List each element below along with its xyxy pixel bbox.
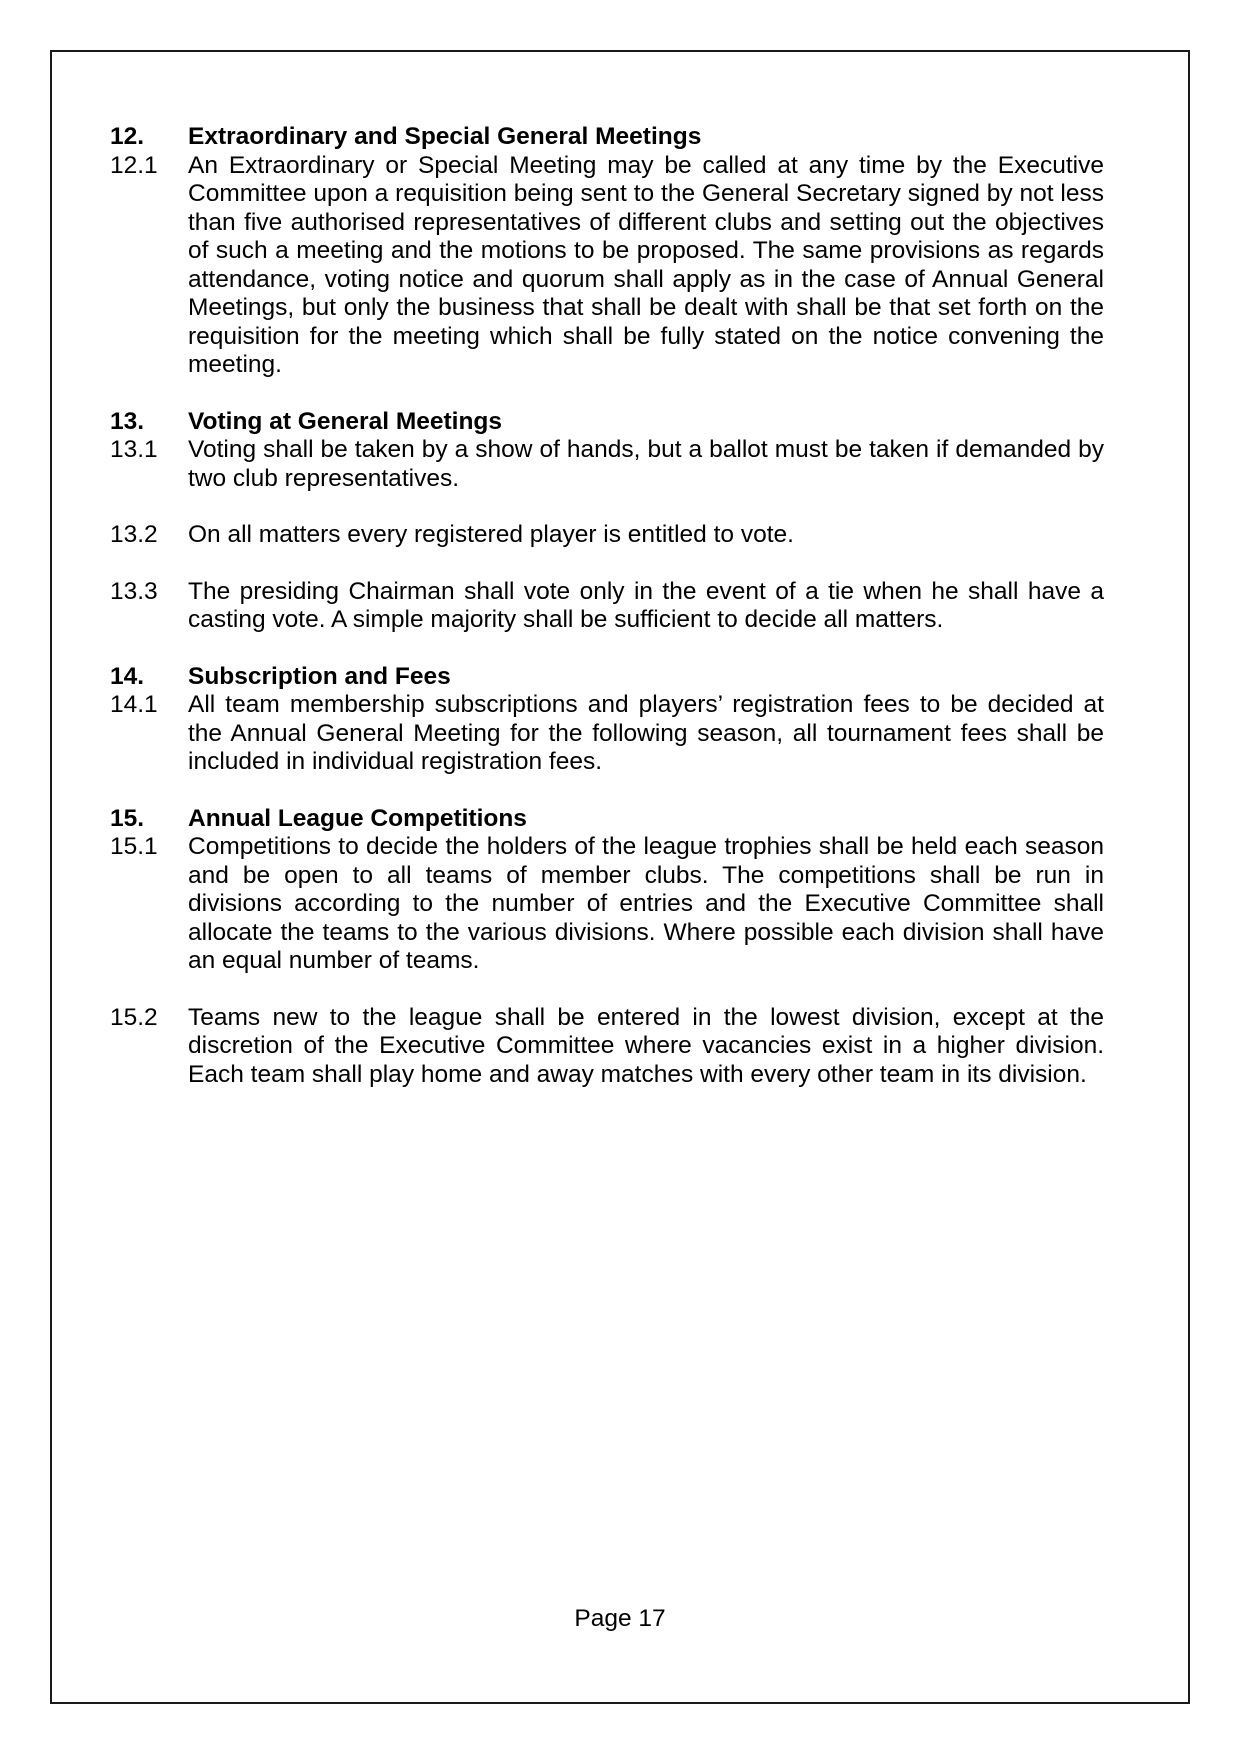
clause-text: An Extraordinary or Special Meeting may be called at any time by the Executive Committee upon a requisition being sent to the General Secretary signed by not less than five authorised representatives of different clubs and setting out the objectives of such a meeting and the motions to be proposed. The same provisions as regards attendance, voting notice and quorum shall apply as in the case of Annual General Meetings, but only the business that shall be dealt with shall be that set forth on the requisition for the meeting which shall be fully stated on the notice convening the meeting. xyxy=(188,151,1104,378)
clause-number: 13.2 xyxy=(110,521,158,548)
page-number: Page 17 xyxy=(574,1605,666,1632)
clause-text: On all matters every registered player is entitled to vote. xyxy=(188,521,794,548)
clause-row xyxy=(110,521,1104,550)
section-title: Annual League Competitions xyxy=(188,804,527,832)
clause-row xyxy=(110,436,1104,493)
clause-text: Voting shall be taken by a show of hands, but a ballot must be taken if demanded by two club representatives. xyxy=(188,436,1104,492)
section-13-voting-at-general-meetings xyxy=(110,408,1104,635)
section-14-subscription-and-fees xyxy=(110,663,1104,777)
clause-row xyxy=(110,1004,1104,1090)
section-number: 14. xyxy=(110,662,145,690)
clause-text: The presiding Chairman shall vote only in the event of a tie when he shall have a casting vote. A simple majority shall be sufficient to decide all matters. xyxy=(188,577,1104,633)
section-heading-row xyxy=(110,663,1104,692)
section-heading-row xyxy=(110,123,1104,152)
section-title: Extraordinary and Special General Meetings xyxy=(188,123,702,150)
clause-row xyxy=(110,152,1104,380)
clause-row xyxy=(110,578,1104,635)
clause-text: Teams new to the league shall be entered in the lowest division, except at the discretion of the Executive Committee where vacancies exist in a higher division. Each team shall play home and away matches with every other team in its division. xyxy=(188,1003,1104,1088)
clause-number: 15.1 xyxy=(110,833,158,860)
section-15-annual-league-competitions xyxy=(110,805,1104,1090)
clause-number: 13.1 xyxy=(110,436,158,463)
section-heading-row xyxy=(110,805,1104,834)
section-number: 12. xyxy=(110,123,145,150)
clause-row xyxy=(110,833,1104,976)
clause-number: 12.1 xyxy=(110,151,158,179)
section-number: 15. xyxy=(110,804,145,832)
section-number: 13. xyxy=(110,407,145,435)
clause-row xyxy=(110,691,1104,777)
clause-text: All team membership subscriptions and players’ registration fees to be decided at the Annual General Meeting for the following season, all tournament fees shall be included in individual registration fees. xyxy=(188,691,1104,775)
clause-text: Competitions to decide the holders of the league trophies shall be held each season and be open to all teams of member clubs. The competitions shall be run in divisions according to the number of entries and the Executive Committee shall allocate the teams to the various divisions. Where possible each division shall have an equal number of teams. xyxy=(188,833,1104,974)
clause-number: 15.2 xyxy=(110,1003,158,1031)
section-title: Subscription and Fees xyxy=(188,662,451,690)
document-content xyxy=(110,123,1104,1117)
clause-number: 13.3 xyxy=(110,577,158,605)
section-title: Voting at General Meetings xyxy=(188,407,503,435)
section-12-extraordinary-and-special-general-meetings xyxy=(110,123,1104,380)
clause-number: 14.1 xyxy=(110,691,158,718)
page-footer xyxy=(0,1605,1240,1634)
section-heading-row xyxy=(110,408,1104,437)
